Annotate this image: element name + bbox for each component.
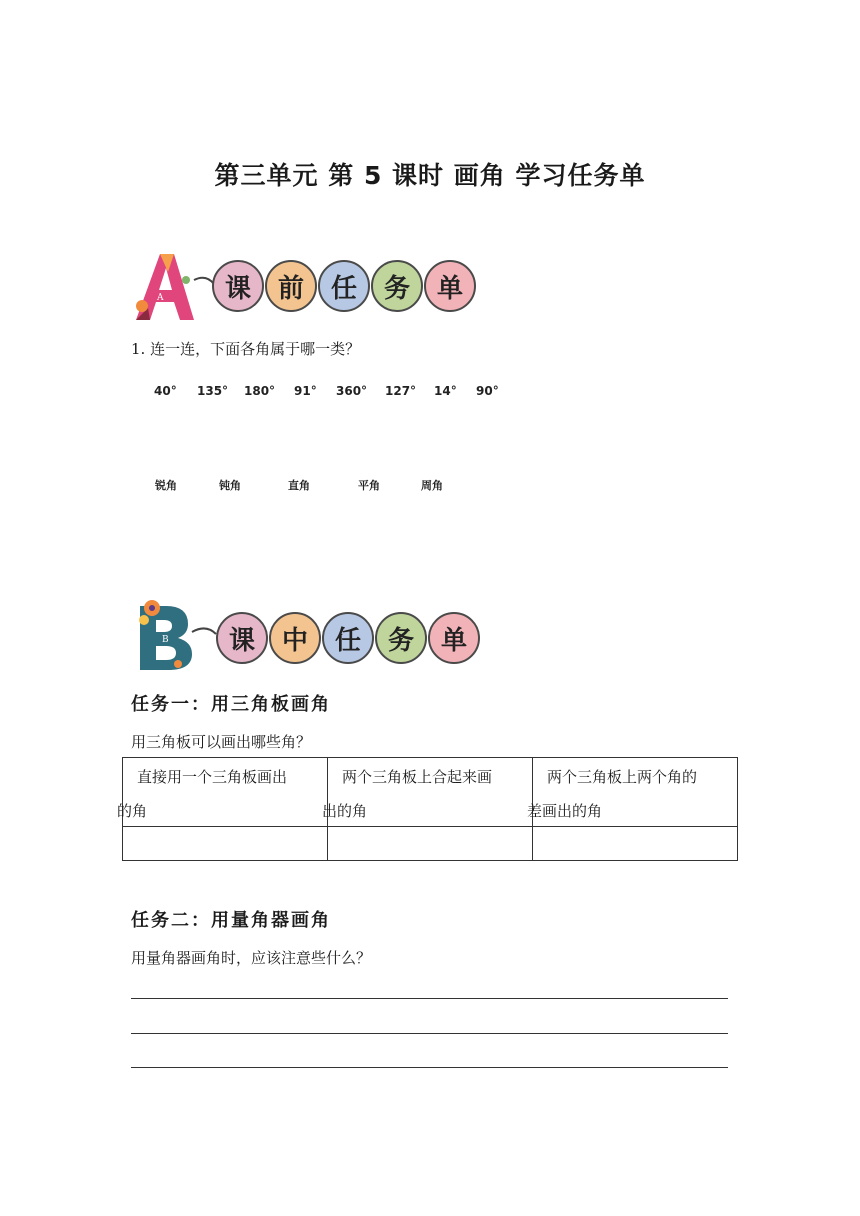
letter-b-label: B	[162, 635, 169, 645]
task1-heading: 任务一：用三角板画角	[131, 694, 331, 715]
table-answer-row	[123, 827, 738, 861]
degree-item: 14°	[434, 384, 457, 398]
task1-prompt: 用三角板可以画出哪些角？	[131, 733, 312, 751]
section-a-banner	[130, 250, 470, 320]
column-label-line2: 出的角	[322, 802, 368, 820]
answer-line[interactable]	[131, 998, 728, 999]
table-cell	[527, 758, 738, 827]
degree-item: 180°	[244, 384, 276, 398]
column-label-line2: 差画出的角	[527, 802, 603, 820]
angle-type-item: 钝角	[219, 479, 241, 492]
task2-prompt: 用量角器画角时，应该注意些什么？	[131, 949, 372, 967]
section-b-banner	[132, 598, 472, 668]
answer-cell[interactable]	[123, 827, 328, 861]
answer-line[interactable]	[131, 1067, 728, 1068]
answer-line[interactable]	[131, 1033, 728, 1034]
column-label-line2: 的角	[117, 802, 148, 820]
bead-5: 单	[428, 612, 480, 664]
degree-item: 40°	[154, 384, 177, 398]
letter-a-icon	[130, 250, 200, 324]
degree-item: 360°	[336, 384, 368, 398]
bead-4: 务	[371, 260, 423, 312]
degree-item: 127°	[385, 384, 417, 398]
column-label-line1: 两个三角板上合起来画	[342, 768, 493, 786]
letter-a-label: A	[157, 293, 164, 303]
angle-type-item: 平角	[358, 479, 380, 492]
section-a-beads	[212, 260, 477, 312]
table-header-row	[123, 758, 738, 827]
question-1: 1. 连一连，下面各角属于哪一类？	[131, 340, 361, 358]
answer-cell[interactable]	[328, 827, 533, 861]
angle-type-item: 锐角	[155, 479, 177, 492]
bead-2: 前	[265, 260, 317, 312]
degree-item: 135°	[197, 384, 229, 398]
bead-2: 中	[269, 612, 321, 664]
column-label-line1: 两个三角板上两个角的	[547, 768, 698, 786]
page-title: 第三单元 第 5 课时 画角 学习任务单	[214, 161, 646, 190]
bead-4: 务	[375, 612, 427, 664]
column-label-line1: 直接用一个三角板画出	[137, 768, 288, 786]
degree-item: 91°	[294, 384, 317, 398]
bead-3: 任	[318, 260, 370, 312]
table-cell	[322, 758, 533, 827]
section-b-beads	[216, 612, 481, 664]
angle-type-item: 周角	[421, 479, 443, 492]
letter-b-icon	[132, 598, 202, 672]
triangle-ruler-table	[117, 757, 738, 861]
angle-type-item: 直角	[288, 479, 310, 492]
degree-item: 90°	[476, 384, 499, 398]
bead-1: 课	[212, 260, 264, 312]
bead-3: 任	[322, 612, 374, 664]
bead-1: 课	[216, 612, 268, 664]
table-cell	[117, 758, 328, 827]
bead-5: 单	[424, 260, 476, 312]
task2-heading: 任务二：用量角器画角	[131, 910, 331, 931]
answer-cell[interactable]	[533, 827, 738, 861]
